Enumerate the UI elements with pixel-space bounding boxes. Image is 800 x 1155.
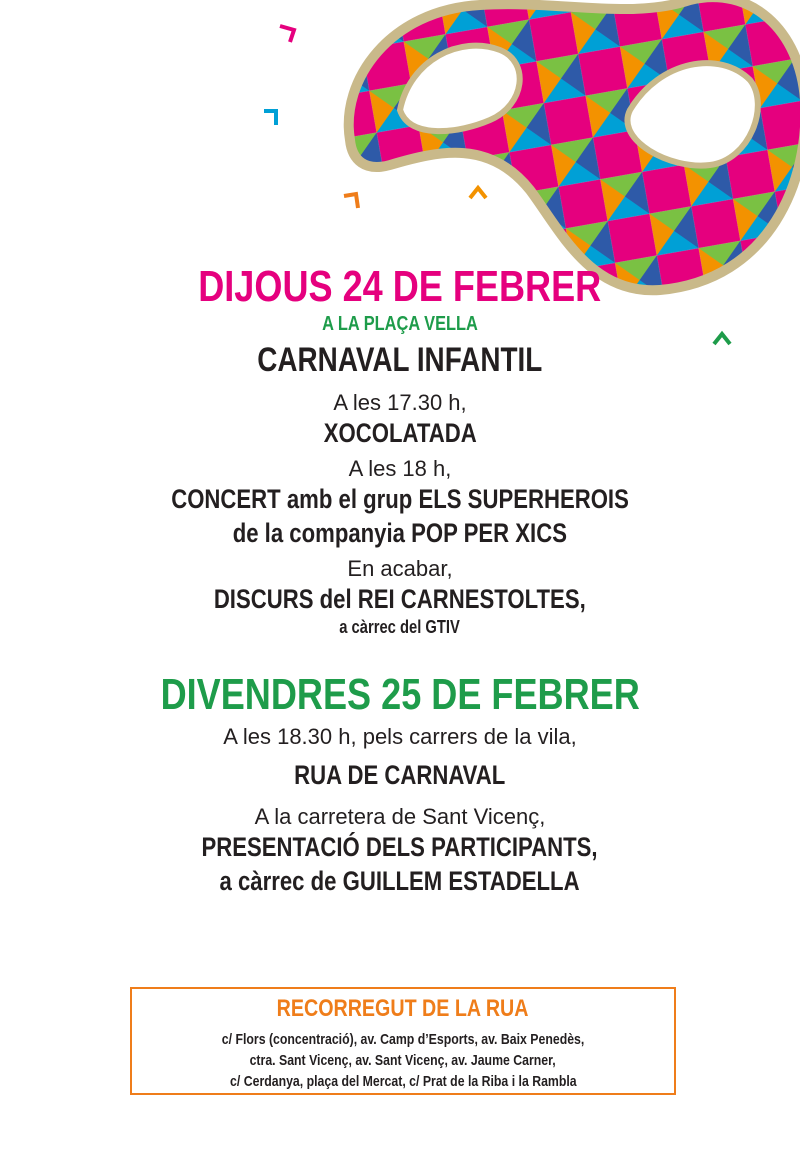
day1-event-title: CARNAVAL INFANTIL <box>257 341 543 379</box>
route-line-1: c/ Flors (concentració), av. Camp d’Esports, av. Baix Penedès, <box>221 1031 585 1048</box>
day1-activity-2a: CONCERT amb el grup ELS SUPERHEROIS <box>171 484 629 514</box>
day2-activity-2b: a càrrec de GUILLEM ESTADELLA <box>219 866 581 896</box>
route-line-2: ctra. Sant Vicenç, av. Sant Vicenç, av. Jaume Carner, <box>249 1052 557 1069</box>
program <box>0 262 800 904</box>
route-line-3: c/ Cerdanya, plaça del Mercat, c/ Prat de la Riba i la Rambla <box>229 1073 577 1090</box>
day1-venue: A LA PLAÇA VELLA <box>322 313 478 335</box>
day1-activity-3-note: a càrrec del GTIV <box>339 617 461 637</box>
route-title: RECORREGUT DE LA RUA <box>277 995 529 1022</box>
confetti-icon <box>260 105 284 129</box>
confetti-icon <box>340 188 364 212</box>
day1-activity-3: DISCURS del REI CARNESTOLTES, <box>214 584 586 614</box>
confetti-icon <box>466 180 490 204</box>
day2-title: DIVENDRES 25 DE FEBRER <box>160 670 640 719</box>
day1-activity-1: XOCOLATADA <box>323 418 477 448</box>
day2-activity-2a: PRESENTACIÓ DELS PARTICIPANTS, <box>201 832 599 862</box>
route-box <box>130 987 676 1095</box>
day2-time-1: A les 18.30 h, pels carrers de la vila, <box>223 724 577 749</box>
day2-time-2: A la carretera de Sant Vicenç, <box>254 804 546 829</box>
day1-time-1: A les 17.30 h, <box>333 390 467 415</box>
day1-time-2: A les 18 h, <box>348 456 452 481</box>
day1-title: DIJOUS 24 DE FEBRER <box>198 262 602 311</box>
carnival-mask-icon <box>330 0 800 300</box>
day1-time-3: En acabar, <box>347 556 453 581</box>
day2-activity-1: RUA DE CARNAVAL <box>294 760 506 790</box>
day1-activity-2b: de la companyia POP PER XICS <box>232 518 568 548</box>
confetti-icon <box>276 20 300 44</box>
